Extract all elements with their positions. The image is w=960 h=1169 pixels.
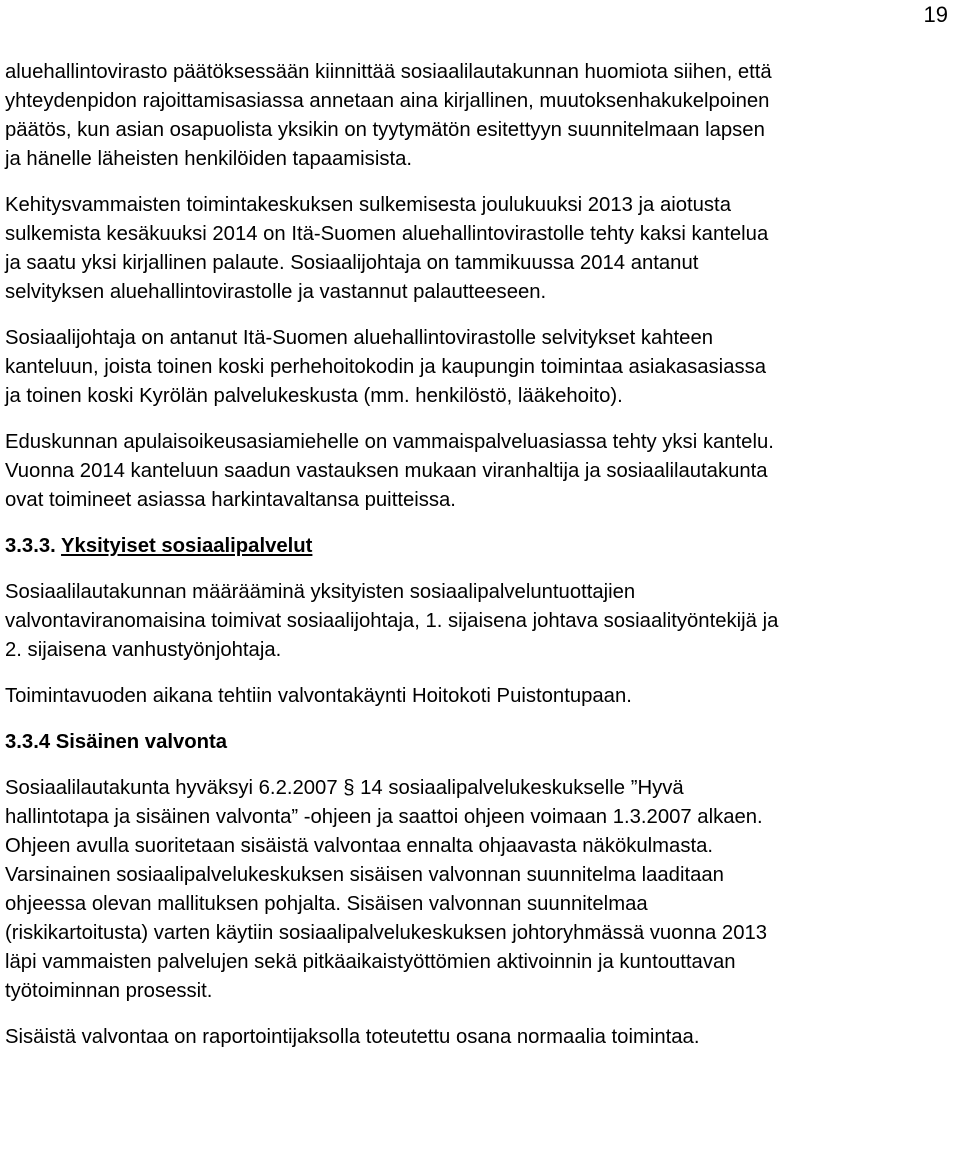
text-line: Sosiaalilautakunta hyväksyi 6.2.2007 § 14 sosiaalipalvelukeskukselle ”Hyvä (5, 777, 684, 799)
text-line: Sisäistä valvontaa on raportointijaksolla toteutettu osana normaalia toimintaa. (5, 1026, 700, 1048)
paragraph (5, 774, 955, 1006)
paragraph (5, 191, 955, 307)
text-line: Ohjeen avulla suoritetaan sisäistä valvontaa ennalta ohjaavasta näkökulmasta. (5, 835, 714, 857)
paragraph (5, 682, 955, 711)
text-line: valvontaviranomaisina toimivat sosiaalijohtaja, 1. sijaisena johtava sosiaalityöntekijä ja (5, 610, 779, 632)
text-line: Sosiaalilautakunnan määrääminä yksityisten sosiaalipalveluntuottajien (5, 581, 636, 603)
text-line: kanteluun, joista toinen koski perhehoitokodin ja kaupungin toimintaa asiakasasiassa (5, 356, 767, 378)
text-line: Toimintavuoden aikana tehtiin valvontakäynti Hoitokoti Puistontupaan. (5, 685, 632, 707)
text-line: ja toinen koski Kyrölän palvelukeskusta (mm. henkilöstö, lääkehoito). (5, 385, 623, 407)
text-line: ovat toimineet asiassa harkintavaltansa puitteissa. (5, 489, 456, 511)
paragraph (5, 58, 955, 174)
text-line: Kehitysvammaisten toimintakeskuksen sulkemisesta joulukuuksi 2013 ja aiotusta (5, 194, 731, 216)
page-number: 19 (923, 2, 948, 27)
section-number: 3.3.4 (5, 731, 51, 753)
text-line: ja hänelle läheisten henkilöiden tapaamisista. (5, 148, 413, 170)
text-line: läpi vammaisten palvelujen sekä pitkäaikaistyöttömien aktivoinnin ja kuntouttavan (5, 951, 736, 973)
paragraph (5, 428, 955, 515)
section-number: 3.3.3. (5, 535, 56, 557)
text-line: ohjeessa olevan mallituksen pohjalta. Sisäisen valvonnan suunnitelmaa (5, 893, 648, 915)
text-line: ja saatu yksi kirjallinen palaute. Sosiaalijohtaja on tammikuussa 2014 antanut (5, 252, 699, 274)
section-heading (5, 728, 955, 757)
text-line: hallintotapa ja sisäinen valvonta” -ohjeen ja saattoi ohjeen voimaan 1.3.2007 alkaen. (5, 806, 763, 828)
text-line: 2. sijaisena vanhustyönjohtaja. (5, 639, 282, 661)
text-line: päätös, kun asian osapuolista yksikin on tyytymätön esitettyyn suunnitelmaan lapsen (5, 119, 765, 141)
paragraph (5, 324, 955, 411)
text-line: (riskikartoitusta) varten käytiin sosiaalipalvelukeskuksen johtoryhmässä vuonna 2013 (5, 922, 768, 944)
text-line: Eduskunnan apulaisoikeusasiamiehelle on vammaispalveluasiassa tehty yksi kantelu. (5, 431, 774, 453)
paragraph (5, 578, 955, 665)
text-line: Varsinainen sosiaalipalvelukeskuksen sisäisen valvonnan suunnitelma laaditaan (5, 864, 724, 886)
text-line: Sosiaalijohtaja on antanut Itä-Suomen aluehallintovirastolle selvitykset kahteen (5, 327, 714, 349)
section-title: Sisäinen valvonta (55, 731, 228, 753)
text-line: työtoiminnan prosessit. (5, 980, 213, 1002)
section-heading (5, 532, 955, 561)
text-line: sulkemista kesäkuuksi 2014 on Itä-Suomen aluehallintovirastolle tehty kaksi kantelua (5, 223, 769, 245)
document-body (5, 58, 955, 1069)
text-line: yhteydenpidon rajoittamisasiassa annetaan aina kirjallinen, muutoksenhakukelpoinen (5, 90, 770, 112)
text-line: aluehallintovirasto päätöksessään kiinnittää sosiaalilautakunnan huomiota siihen, että (5, 61, 772, 83)
paragraph (5, 1023, 955, 1052)
text-line: selvityksen aluehallintovirastolle ja vastannut palautteeseen. (5, 281, 547, 303)
section-title: Yksityiset sosiaalipalvelut (61, 535, 313, 557)
text-line: Vuonna 2014 kanteluun saadun vastauksen mukaan viranhaltija ja sosiaalilautakunta (5, 460, 768, 482)
